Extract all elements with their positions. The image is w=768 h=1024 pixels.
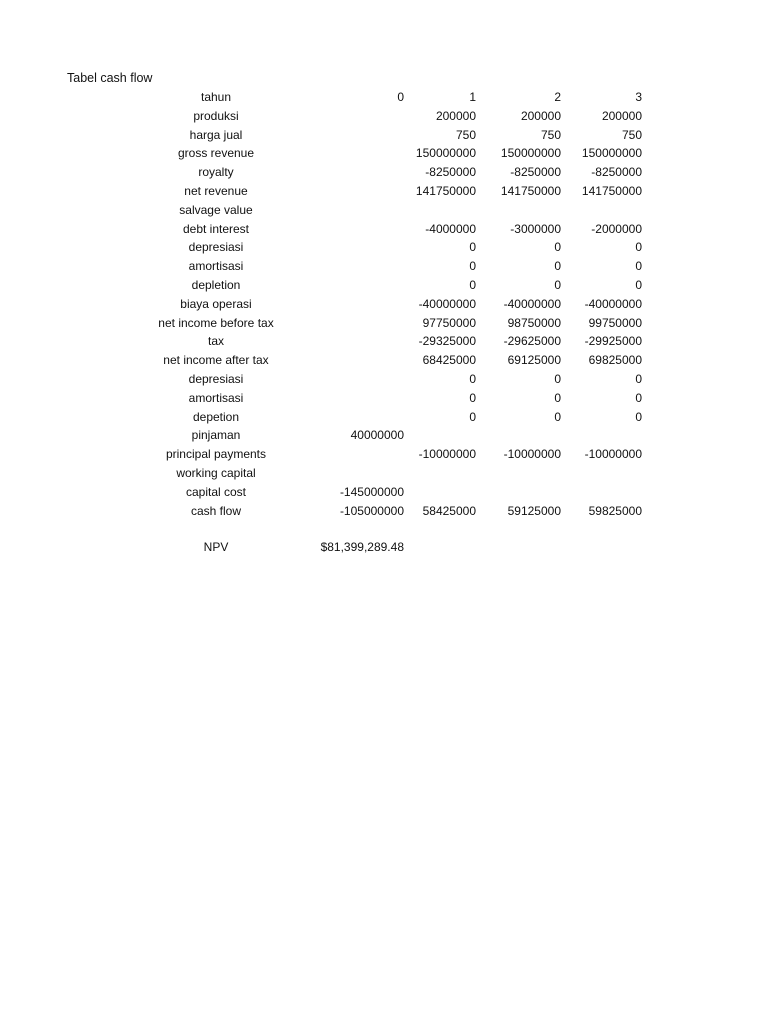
row-label: depetion <box>192 409 240 424</box>
table-row <box>130 257 642 276</box>
cell-year-3: 0 <box>635 390 642 405</box>
cell-year-3: 0 <box>635 240 642 255</box>
cell-year-2: 98750000 <box>507 315 561 330</box>
table-title: Tabel cash flow <box>67 71 153 85</box>
cell-year-3 <box>561 201 642 220</box>
cell-year-3 <box>561 426 642 445</box>
row-label: working capital <box>176 465 256 480</box>
cell-year-3: 200000 <box>601 108 642 123</box>
table-row <box>130 201 642 220</box>
table-row <box>130 332 642 351</box>
cell-year-3: 0 <box>635 409 642 424</box>
cell-year-1: 0 <box>469 409 476 424</box>
cell-year-1: -29325000 <box>418 334 476 349</box>
cell-year-2: -10000000 <box>503 447 561 462</box>
cell-year-0 <box>302 126 404 145</box>
row-label: produksi <box>193 108 239 123</box>
table-row <box>130 370 642 389</box>
cell-year-2: 0 <box>554 371 561 386</box>
cell-year-3: 0 <box>635 277 642 292</box>
cell-year-2 <box>476 201 561 220</box>
cell-year-2: 0 <box>554 259 561 274</box>
npv-label: NPV <box>203 540 229 555</box>
cell-year-0: 40000000 <box>350 428 404 443</box>
cell-year-3: 0 <box>635 371 642 386</box>
cell-year-3: 99750000 <box>588 315 642 330</box>
cell-year-1: 97750000 <box>422 315 476 330</box>
cell-year-0 <box>302 276 404 295</box>
cell-year-0 <box>302 314 404 333</box>
cell-year-3: 59825000 <box>588 503 642 518</box>
row-label: gross revenue <box>177 146 255 161</box>
cell-year-3: -10000000 <box>584 447 642 462</box>
table-row <box>130 464 642 483</box>
cell-year-2 <box>476 464 561 483</box>
cell-year-0 <box>302 464 404 483</box>
cell-year-1: 58425000 <box>422 503 476 518</box>
cell-year-3: 69825000 <box>588 353 642 368</box>
row-label: net revenue <box>184 183 248 198</box>
table-row <box>130 408 642 427</box>
npv-value: $81,399,289.48 <box>320 540 404 555</box>
row-label: amortisasi <box>188 390 244 405</box>
cell-year-2: -8250000 <box>510 165 561 180</box>
year-header: 0 <box>397 90 404 104</box>
cell-year-0 <box>302 445 404 464</box>
cell-year-1: 750 <box>455 127 476 142</box>
row-label: principal payments <box>165 447 267 462</box>
cell-year-1: -10000000 <box>418 447 476 462</box>
spacer-row <box>130 520 642 538</box>
year-header: 3 <box>635 90 642 104</box>
table-row <box>130 295 642 314</box>
cell-year-2: 0 <box>554 240 561 255</box>
table-row <box>130 276 642 295</box>
cell-year-2: -3000000 <box>510 221 561 236</box>
row-label: harga jual <box>189 127 243 142</box>
row-label: tax <box>207 334 224 349</box>
npv-row <box>130 538 642 557</box>
table-row <box>130 126 642 145</box>
table-row <box>130 351 642 370</box>
cell-year-0 <box>302 408 404 427</box>
cell-year-3: 150000000 <box>581 146 642 161</box>
row-label: depresiasi <box>188 371 244 386</box>
cell-year-1: 200000 <box>435 108 476 123</box>
cell-year-1: 0 <box>469 390 476 405</box>
cell-year-1: 0 <box>469 259 476 274</box>
cell-year-0 <box>302 257 404 276</box>
cell-year-0 <box>302 389 404 408</box>
table-row <box>130 483 642 502</box>
row-label: capital cost <box>185 484 247 499</box>
cell-year-2: 59125000 <box>507 503 561 518</box>
year-header: 2 <box>554 90 561 104</box>
cell-year-3: 0 <box>635 259 642 274</box>
row-label: debt interest <box>182 221 250 236</box>
table-row <box>130 445 642 464</box>
table-row <box>130 426 642 445</box>
row-label: salvage value <box>179 202 253 217</box>
cell-year-0 <box>302 351 404 370</box>
cell-year-3: -8250000 <box>591 165 642 180</box>
table-row <box>130 182 642 201</box>
row-label: depresiasi <box>188 240 244 255</box>
cell-year-1: 141750000 <box>415 183 476 198</box>
cell-year-1 <box>404 201 476 220</box>
cell-year-3: -2000000 <box>591 221 642 236</box>
table-row <box>130 389 642 408</box>
row-label: net income after tax <box>163 353 269 368</box>
cell-year-2 <box>476 426 561 445</box>
cell-year-1: 68425000 <box>422 353 476 368</box>
cell-year-2: 0 <box>554 409 561 424</box>
table-row <box>130 163 642 182</box>
cell-year-0 <box>302 201 404 220</box>
cell-year-0 <box>302 182 404 201</box>
table-row <box>130 220 642 239</box>
row-label: amortisasi <box>188 259 244 274</box>
cell-year-2: 200000 <box>520 108 561 123</box>
table-row <box>130 107 642 126</box>
cell-year-0 <box>302 370 404 389</box>
row-label: royalty <box>198 165 234 180</box>
cell-year-3: -29925000 <box>584 334 642 349</box>
cell-year-1: 0 <box>469 371 476 386</box>
header-label: tahun <box>200 90 232 104</box>
cell-year-0 <box>302 144 404 163</box>
cell-year-3: 141750000 <box>581 183 642 198</box>
cell-year-2: 150000000 <box>500 146 561 161</box>
cell-year-3 <box>561 483 642 502</box>
row-label: pinjaman <box>191 428 241 443</box>
cell-year-3: -40000000 <box>584 296 642 311</box>
row-label: cash flow <box>190 503 242 518</box>
table-row <box>130 144 642 163</box>
cell-year-3 <box>561 464 642 483</box>
cell-year-1 <box>404 483 476 502</box>
cell-year-2: 0 <box>554 277 561 292</box>
cell-year-2: -40000000 <box>503 296 561 311</box>
cash-flow-table <box>130 88 642 557</box>
cell-year-2: 69125000 <box>507 353 561 368</box>
cell-year-1: -4000000 <box>425 221 476 236</box>
cell-year-2: 141750000 <box>500 183 561 198</box>
year-header: 1 <box>469 90 476 104</box>
cell-year-1: -8250000 <box>425 165 476 180</box>
cell-year-0 <box>302 332 404 351</box>
cell-year-0 <box>302 295 404 314</box>
cell-year-1 <box>404 426 476 445</box>
cell-year-1 <box>404 464 476 483</box>
cell-year-0 <box>302 238 404 257</box>
table-row <box>130 238 642 257</box>
header-row <box>130 88 642 107</box>
cell-year-0: -105000000 <box>339 503 404 518</box>
cell-year-1: 0 <box>469 277 476 292</box>
cell-year-2: 750 <box>540 127 561 142</box>
cell-year-0 <box>302 220 404 239</box>
cell-year-2 <box>476 483 561 502</box>
cell-year-3: 750 <box>621 127 642 142</box>
table-row <box>130 314 642 333</box>
row-label: biaya operasi <box>180 296 252 311</box>
cell-year-1: 150000000 <box>415 146 476 161</box>
cell-year-2: -29625000 <box>503 334 561 349</box>
row-label: depletion <box>191 277 241 292</box>
cell-year-2: 0 <box>554 390 561 405</box>
cell-year-1: -40000000 <box>418 296 476 311</box>
cell-year-0 <box>302 163 404 182</box>
cell-year-0: -145000000 <box>339 484 404 499</box>
cell-year-0 <box>302 107 404 126</box>
row-label: net income before tax <box>158 315 274 330</box>
table-row <box>130 502 642 521</box>
cell-year-1: 0 <box>469 240 476 255</box>
